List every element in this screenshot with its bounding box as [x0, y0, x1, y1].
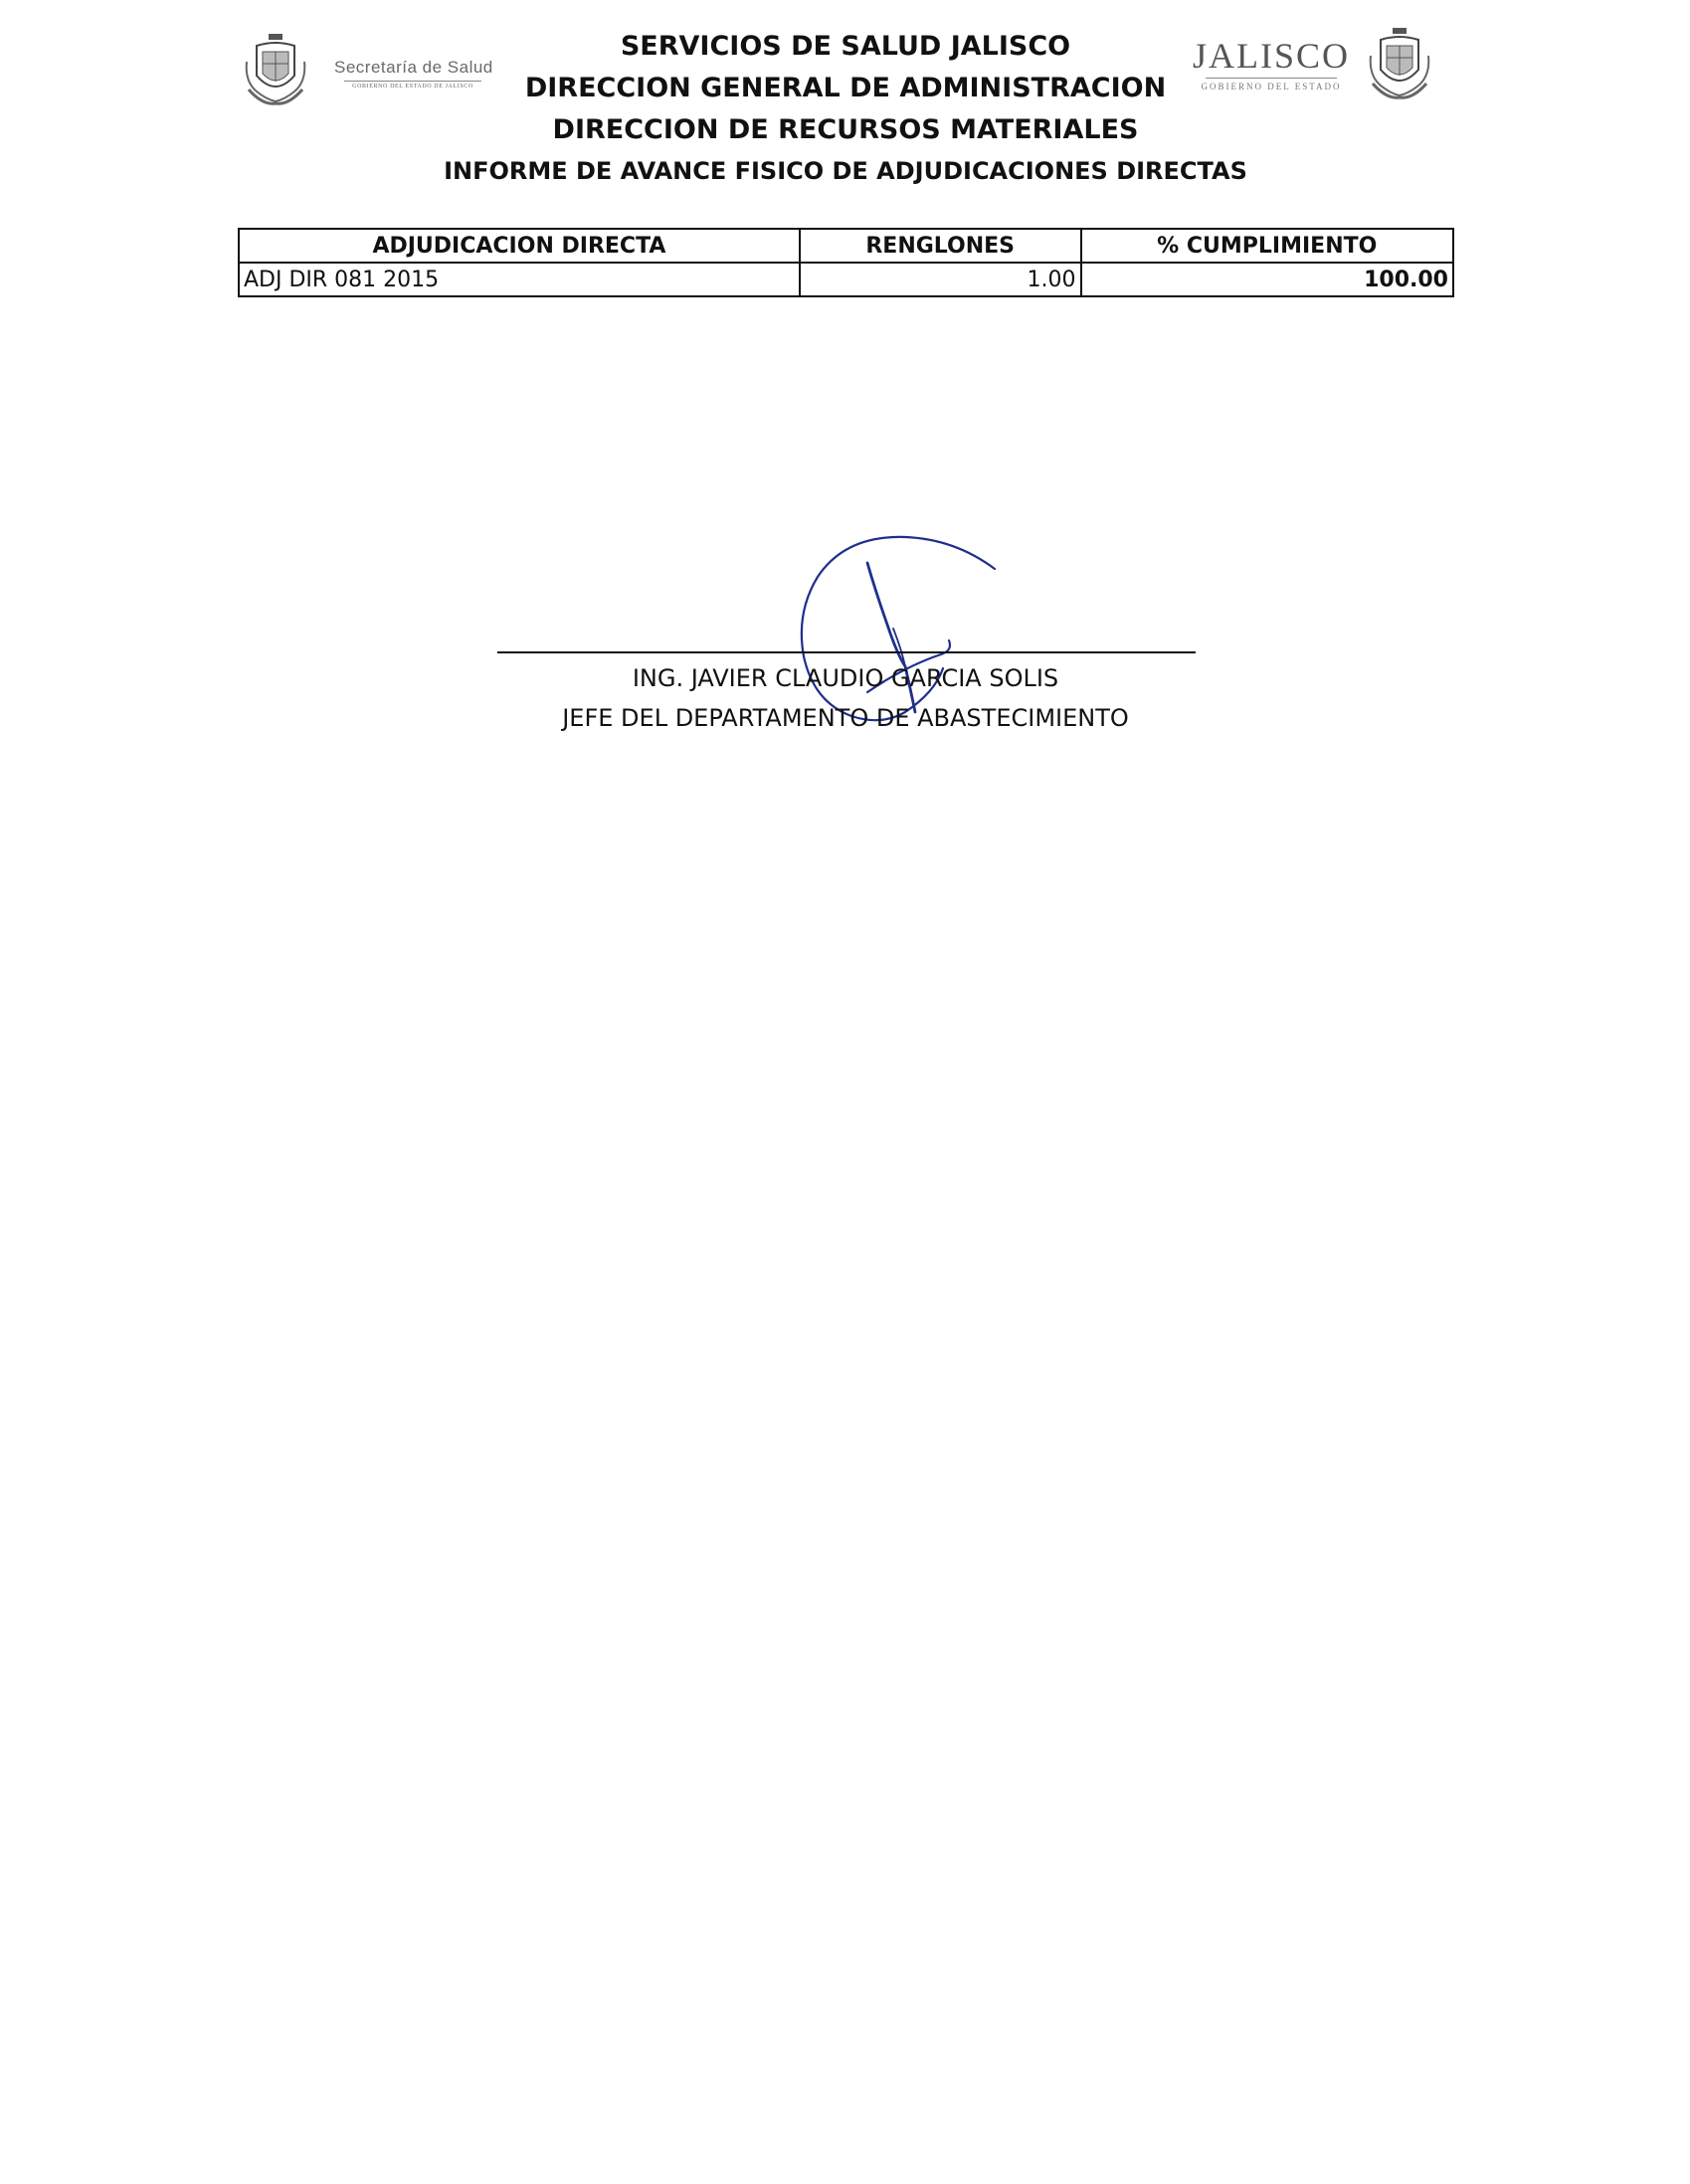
jalisco-gobierno-logo	[1188, 26, 1436, 101]
cell-renglones: 1.00	[800, 263, 1081, 296]
title-line-4: INFORME DE AVANCE FISICO DE ADJUDICACIONES DIRECTAS	[444, 157, 1247, 185]
cell-cumplimiento: 100.00	[1081, 263, 1454, 296]
column-header-cumplimiento: % CUMPLIMIENTO	[1081, 229, 1454, 263]
right-logo-name: JALISCO	[1192, 36, 1351, 76]
column-header-renglones: RENGLONES	[800, 229, 1081, 263]
left-logo-name: Secretaría de Salud	[334, 58, 493, 77]
signatory-title: JEFE DEL DEPARTAMENTO DE ABASTECIMIENTO	[562, 704, 1129, 732]
title-line-3: DIRECCION DE RECURSOS MATERIALES	[552, 114, 1139, 145]
cell-adjudicacion: ADJ DIR 081 2015	[239, 263, 800, 296]
right-logo-subtitle: GOBIERNO DEL ESTADO	[1201, 82, 1342, 91]
report-title-block	[398, 26, 1293, 191]
signatory-name: ING. JAVIER CLAUDIO GARCIA SOLIS	[632, 664, 1059, 692]
table-header-row	[239, 229, 1453, 263]
right-logo-rule	[1206, 78, 1337, 79]
adjudicaciones-table	[238, 228, 1454, 297]
signature-line	[497, 651, 1196, 653]
jalisco-crest-icon	[243, 32, 308, 107]
left-logo-subtitle: GOBIERNO DEL ESTADO DE JALISCO	[352, 84, 473, 90]
table-row	[239, 263, 1453, 296]
title-line-2: DIRECCION GENERAL DE ADMINISTRACION	[524, 73, 1167, 103]
jalisco-crest-icon	[1367, 26, 1432, 101]
column-header-adjudicacion: ADJUDICACION DIRECTA	[239, 229, 800, 263]
title-line-1: SERVICIOS DE SALUD JALISCO	[620, 31, 1071, 62]
